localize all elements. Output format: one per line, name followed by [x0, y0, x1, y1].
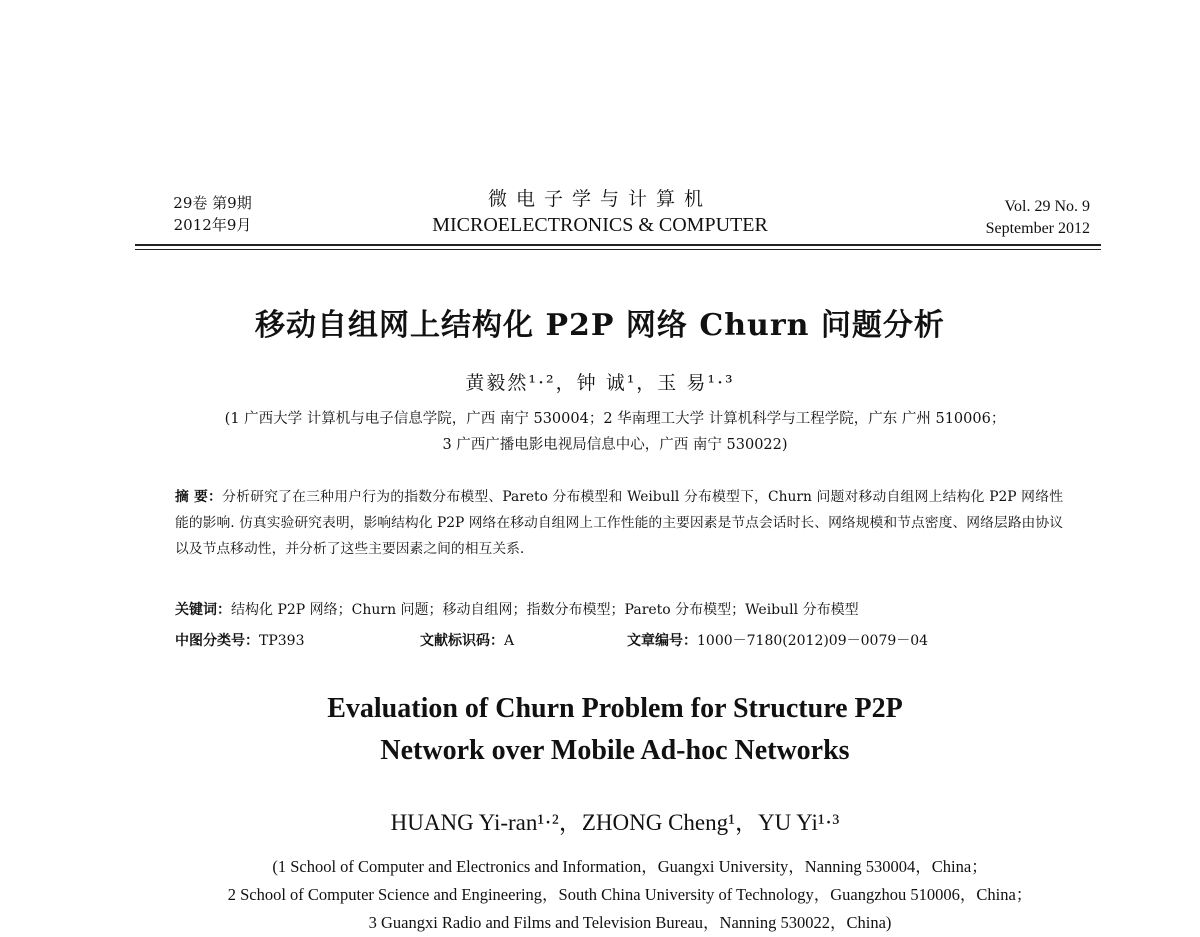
volume-issue-cn: 29卷 第9期: [173, 194, 252, 212]
header-rule-thin: [135, 249, 1101, 250]
article-number: [627, 633, 928, 649]
abstract-text: 分析研究了在三种用户行为的指数分布模型、Pareto 分布模型和 Weibull 分布模型下，Churn 问题对移动自组网上结构化 P2P 网络性能的影响. 仿真实验研究表明，影响结构化 P2P 网络在移动自组网上工作性能的主要因素是节点会话时长、网络规模和节点密度、网络层路由协议以及节点移动性，并分析了这些主要因素之间的相互关系.: [175, 489, 1064, 557]
title-en-line: Evaluation of Churn Problem for Structure P2P: [327, 693, 903, 724]
paper-title-en: [0, 688, 1200, 772]
affiliation-en-line: 3 Guangxi Radio and Films and Television Bureau，Nanning 530022，China): [368, 913, 892, 932]
article-number-label: 文章编号：: [627, 633, 697, 649]
affiliations-en: [120, 853, 1140, 937]
header-rule-thick: [135, 244, 1101, 246]
keywords-label: 关键词：: [175, 602, 231, 618]
keywords-text: 结构化 P2P 网络；Churn 问题；移动自组网；指数分布模型；Pareto 分布模型；Weibull 分布模型: [231, 602, 859, 618]
journal-volume-en: [930, 196, 1090, 240]
affiliation-cn-line: (1 广西大学 计算机与电子信息学院，广西 南宁 530004；2 华南理工大学 计算机科学与工程学院，广东 广州 510006；: [224, 411, 1006, 427]
affiliation-en-line: (1 School of Computer and Electronics and Information，Guangxi University，Nanning 530004，China；: [272, 857, 988, 876]
abstract-cn: [175, 484, 1063, 562]
classification-row: [175, 629, 1065, 653]
clc-value: TP393: [259, 633, 305, 649]
journal-volume-issue: [150, 192, 275, 236]
abstract-label: 摘 要：: [175, 489, 223, 505]
document-code: [420, 629, 627, 653]
affiliation-cn-line: 3 广西广播电影电视局信息中心，广西 南宁 530022): [442, 437, 788, 453]
authors-en: HUANG Yi-ran¹·²，ZHONG Cheng¹，YU Yi¹·³: [390, 810, 840, 835]
date-cn: 2012年9月: [173, 216, 252, 234]
affiliations-cn: [140, 406, 1090, 458]
authors-cn: 黄毅然¹·²，钟 诚¹，玉 易¹·³: [465, 372, 735, 394]
clc-label: 中图分类号：: [175, 633, 259, 649]
date-en: September 2012: [985, 220, 1090, 237]
document-code-label: 文献标识码：: [420, 633, 504, 649]
paper-title-cn: 移动自组网上结构化 P2P 网络 Churn 问题分析: [255, 308, 945, 343]
volume-number-en: Vol. 29 No. 9: [1004, 198, 1090, 215]
title-en-line: Network over Mobile Ad-hoc Networks: [380, 735, 850, 766]
document-code-value: A: [504, 633, 515, 649]
journal-name-en: MICROELECTRONICS & COMPUTER: [432, 214, 768, 236]
journal-name-cn: 微电子学与计算机: [487, 188, 712, 210]
keywords-cn: [175, 598, 1065, 622]
journal-name: [380, 186, 820, 238]
clc-number: [175, 629, 420, 653]
article-number-value: 1000－7180(2012)09－0079－04: [697, 633, 929, 649]
affiliation-en-line: 2 School of Computer Science and Engineering，South China University of Technology，Guangzhou 510006，China；: [227, 885, 1033, 904]
